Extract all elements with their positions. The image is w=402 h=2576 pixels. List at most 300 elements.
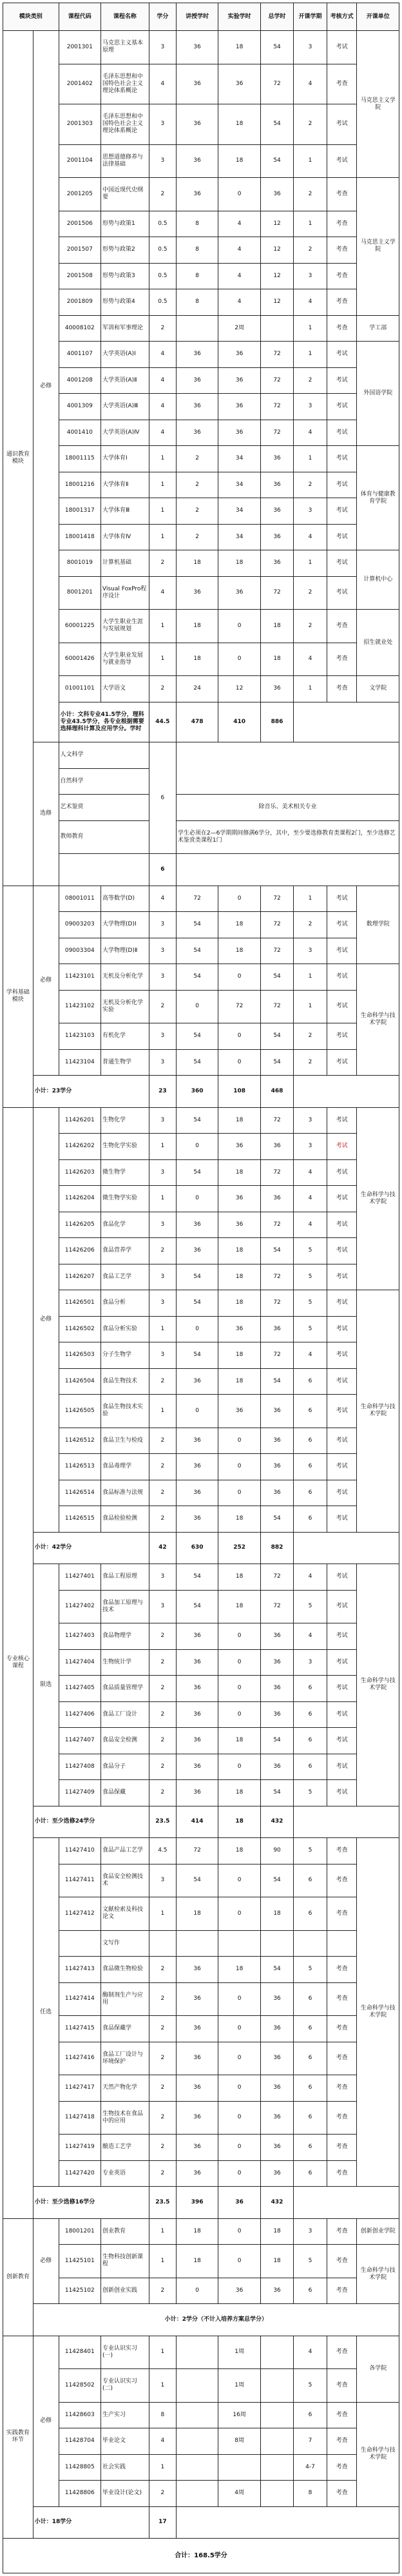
course-lecture-hours: 36 — [176, 1428, 218, 1454]
course-term: 3 — [294, 394, 327, 420]
course-lab-hours — [218, 2454, 260, 2481]
course-name: 大学物理(D)Ⅰ — [101, 912, 149, 938]
course-lab-hours: 18 — [218, 104, 260, 145]
course-exam: 考查 — [327, 237, 357, 264]
course-total-hours: 36 — [260, 1428, 293, 1454]
course-exam: 考试 — [327, 1316, 357, 1342]
course-total-hours: 72 — [260, 990, 293, 1023]
course-code: 11423103 — [59, 1023, 100, 1050]
header-module: 模块类别 — [3, 3, 59, 31]
course-lab-hours: 0 — [218, 964, 260, 991]
table-row — [3, 1728, 399, 1754]
course-term: 6 — [294, 1506, 327, 1533]
course-term: 4 — [294, 1212, 327, 1238]
course-lecture-hours: 36 — [176, 1676, 218, 1702]
course-total-hours: 36 — [260, 2135, 293, 2161]
course-credit: 1 — [149, 1134, 176, 1160]
course-lab-hours: 0 — [218, 2218, 260, 2245]
table-row — [3, 2402, 399, 2428]
course-code: 11427402 — [59, 1590, 100, 1623]
course-total-hours: 36 — [260, 1676, 293, 1702]
course-lecture-hours: 0 — [176, 1134, 218, 1160]
course-term: 6 — [294, 1454, 327, 1480]
course-exam: 考试 — [327, 1428, 357, 1454]
course-lab-hours: 0 — [218, 1023, 260, 1050]
course-code: 11425101 — [59, 2245, 100, 2278]
course-lecture-hours: 0 — [176, 1395, 218, 1428]
course-lecture-hours — [176, 2369, 218, 2403]
course-total-hours — [260, 2369, 293, 2403]
course-lab-hours: 4 — [218, 211, 260, 237]
course-lecture-hours: 54 — [176, 938, 218, 964]
course-lecture-hours: 18 — [176, 643, 218, 676]
subtotal-blank — [294, 702, 399, 742]
course-credit: 1 — [149, 524, 176, 550]
course-lab-hours: 34 — [218, 498, 260, 525]
course-term: 6 — [294, 2160, 327, 2187]
course-name: 食品工厂设计与环境保护 — [101, 2042, 149, 2075]
course-name: 毕业设计(论文) — [101, 2481, 149, 2507]
course-term: 1 — [294, 990, 327, 1023]
course-lab-hours: 0 — [218, 610, 260, 643]
course-lab-hours: 36 — [218, 576, 260, 610]
group-xueke: 必修 — [33, 886, 59, 1076]
course-lab-hours: 0 — [218, 1754, 260, 1780]
module-tongshi: 通识教育模块 — [3, 31, 34, 886]
course-lecture-hours: 0 — [176, 990, 218, 1023]
course-term: 1 — [294, 886, 327, 912]
table-row — [3, 1238, 399, 1264]
course-term: 6 — [294, 2101, 327, 2135]
course-total-hours: 72 — [260, 1159, 293, 1186]
course-lecture-hours: 0 — [176, 2278, 218, 2304]
course-code: 08001011 — [59, 886, 100, 912]
header-name: 课程名称 — [101, 3, 149, 31]
course-lecture-hours: 18 — [176, 2218, 218, 2245]
course-total-hours — [260, 315, 293, 342]
course-credit: 3 — [149, 1590, 176, 1623]
course-code: 11427411 — [59, 1864, 100, 1897]
course-total-hours: 36 — [260, 2278, 293, 2304]
course-term: 1 — [294, 211, 327, 237]
course-term: 4 — [294, 64, 327, 104]
course-exam: 考试 — [327, 550, 357, 577]
course-term: 1 — [294, 964, 327, 991]
course-code: 2001303 — [59, 104, 100, 145]
table-row — [3, 886, 399, 912]
course-term: 2 — [294, 367, 327, 394]
course-lecture-hours: 36 — [176, 1780, 218, 1806]
course-credit: 2 — [149, 2278, 176, 2304]
table-row — [3, 2454, 399, 2481]
subtotal-label: 小计：23学分 — [33, 1076, 149, 1108]
course-term: 3 — [294, 498, 327, 525]
course-credit: 4 — [149, 576, 176, 610]
course-exam: 考试 — [327, 1676, 357, 1702]
course-exam: 考试 — [327, 1564, 357, 1591]
elective-subtotal-credit: 6 — [149, 854, 176, 886]
course-exam: 考试 — [327, 1754, 357, 1780]
course-term: 2 — [294, 912, 327, 938]
course-name: 大学生职业发展与就业指导 — [101, 643, 149, 676]
table-row — [3, 912, 399, 938]
course-term: 6 — [294, 1728, 327, 1754]
course-credit: 4 — [149, 367, 176, 394]
course-name: 中国近现代史纲要 — [101, 178, 149, 211]
course-code: 11428704 — [59, 2428, 100, 2455]
course-exam: 考查 — [327, 64, 357, 104]
course-code: 11427418 — [59, 2101, 100, 2135]
course-term: 1 — [294, 315, 327, 342]
course-unit: 马克思主义学院 — [357, 178, 399, 316]
course-credit: 3 — [149, 144, 176, 178]
course-total-hours: 18 — [260, 2245, 293, 2278]
course-exam: 考试 — [327, 472, 357, 498]
course-name: 分子生物学 — [101, 1342, 149, 1369]
course-name: 酶制剂生产与应用 — [101, 1982, 149, 2016]
course-lab-hours: 0 — [218, 178, 260, 211]
course-exam: 考查 — [327, 1864, 357, 1897]
course-term: 4 — [294, 1342, 327, 1369]
course-term — [294, 1930, 327, 1957]
subtotal-lab: 108 — [218, 1076, 260, 1108]
course-lecture-hours: 36 — [176, 2101, 218, 2135]
table-row — [3, 550, 399, 577]
course-name: 专业认识实习(一) — [101, 2336, 149, 2369]
course-lecture-hours: 36 — [176, 2016, 218, 2042]
course-credit: 4 — [149, 64, 176, 104]
course-term: 5 — [294, 1238, 327, 1264]
course-name: 食品生物技术 — [101, 1368, 149, 1395]
course-total-hours: 18 — [260, 1897, 293, 1931]
elective-category: 教师教育 — [59, 820, 149, 854]
table-row — [3, 1316, 399, 1342]
course-credit: 2 — [149, 1238, 176, 1264]
course-name: 食品化学 — [101, 1212, 149, 1238]
course-name: 大学英语(A)Ⅱ — [101, 367, 149, 394]
course-lab-hours: 16周 — [218, 2402, 260, 2428]
course-code: 8001019 — [59, 550, 100, 577]
course-total-hours: 36 — [260, 446, 293, 472]
course-name: 无机及分析化学实验 — [101, 990, 149, 1023]
course-credit: 0.5 — [149, 237, 176, 264]
course-name: 食品微生物检验 — [101, 1957, 149, 1983]
elective-note-art: 除音乐、美术相关专业 — [176, 795, 399, 821]
course-credit: 3 — [149, 912, 176, 938]
course-code: 11426203 — [59, 1159, 100, 1186]
course-name: 生物化学 — [101, 1107, 149, 1134]
curriculum-table — [3, 3, 399, 2573]
course-total-hours: 54 — [260, 1864, 293, 1897]
course-name: 生产实习 — [101, 2402, 149, 2428]
course-name: 食品营养学 — [101, 1238, 149, 1264]
course-name: 生物化学实验 — [101, 1134, 149, 1160]
course-lecture-hours: 18 — [176, 610, 218, 643]
course-exam: 考试 — [327, 1342, 357, 1369]
table-row — [3, 1649, 399, 1676]
course-lab-hours: 18 — [218, 938, 260, 964]
course-code: 2001809 — [59, 289, 100, 316]
course-exam: 考试 — [327, 1701, 357, 1728]
course-lab-hours: 0 — [218, 2075, 260, 2102]
course-term: 5 — [294, 2369, 327, 2403]
course-name: 文献检索及科技论文 — [101, 1897, 149, 1931]
course-name: 毕业论文 — [101, 2428, 149, 2455]
elective-note-teacher: 学生必须在2—6学期期间修满6学分，其中，至少要选修教育类课程2门，至少选修艺术鉴赏类课程1门 — [176, 820, 399, 854]
course-credit: 2 — [149, 990, 176, 1023]
course-exam: 考查 — [327, 2369, 357, 2403]
course-name: 食品加工原理与技术 — [101, 1590, 149, 1623]
course-name: 食品标准与法规 — [101, 1480, 149, 1506]
course-exam: 考试 — [327, 1212, 357, 1238]
course-lecture-hours: 36 — [176, 1649, 218, 1676]
course-term: 2 — [294, 576, 327, 610]
table-row — [3, 342, 399, 368]
course-lecture-hours: 54 — [176, 1590, 218, 1623]
course-total-hours: 36 — [260, 2160, 293, 2187]
header-lab: 实验学时 — [218, 3, 260, 31]
table-row — [3, 2428, 399, 2455]
course-credit: 2 — [149, 1728, 176, 1754]
course-code: 11428401 — [59, 2336, 100, 2369]
course-credit: 3 — [149, 1864, 176, 1897]
course-code: 11426501 — [59, 1290, 100, 1317]
course-lecture-hours: 54 — [176, 1023, 218, 1050]
course-term: 6 — [294, 1701, 327, 1728]
course-name: 大学体育Ⅰ — [101, 446, 149, 472]
subtotal-total: 882 — [260, 1532, 293, 1564]
course-exam: 考试 — [327, 1159, 357, 1186]
course-name: 生物统计学 — [101, 1649, 149, 1676]
table-row — [3, 2481, 399, 2507]
course-lecture-hours: 36 — [176, 2075, 218, 2102]
course-lecture-hours: 36 — [176, 1480, 218, 1506]
course-total-hours — [260, 1930, 293, 1957]
table-row — [3, 472, 399, 498]
course-exam: 考试 — [327, 144, 357, 178]
course-exam: 考查 — [327, 2402, 357, 2428]
course-code: 11428805 — [59, 2454, 100, 2481]
course-exam: 考查 — [327, 211, 357, 237]
course-code: 11426205 — [59, 1212, 100, 1238]
table-row — [3, 1676, 399, 1702]
course-lab-hours: 0 — [218, 1649, 260, 1676]
course-lab-hours: 18 — [218, 1564, 260, 1591]
course-code: 18001201 — [59, 2218, 100, 2245]
course-lab-hours: 18 — [218, 1590, 260, 1623]
course-lecture-hours: 36 — [176, 342, 218, 368]
course-credit: 4.5 — [149, 1838, 176, 1864]
table-body — [3, 31, 399, 2573]
table-row — [3, 420, 399, 446]
table-row — [3, 2016, 399, 2042]
course-lecture-hours: 2 — [176, 446, 218, 472]
course-code: 18001115 — [59, 446, 100, 472]
course-name: 无机及分析化学 — [101, 964, 149, 991]
course-term: 8 — [294, 2481, 327, 2507]
course-code: 11426207 — [59, 1264, 100, 1290]
course-lab-hours: 18 — [218, 1957, 260, 1983]
course-code: 11427410 — [59, 1838, 100, 1864]
course-exam: 考试 — [327, 1290, 357, 1317]
course-code: 11423101 — [59, 964, 100, 991]
subtotal-lab: 36 — [218, 2187, 260, 2219]
course-credit: 4 — [149, 394, 176, 420]
course-lecture-hours — [176, 2336, 218, 2369]
course-credit — [149, 1930, 176, 1957]
course-lab-hours: 34 — [218, 472, 260, 498]
course-lab-hours: 18 — [218, 1342, 260, 1369]
course-lab-hours: 0 — [218, 1454, 260, 1480]
course-total-hours: 54 — [260, 31, 293, 64]
course-term: 4 — [294, 1186, 327, 1212]
course-name: 食品质量管理学 — [101, 1676, 149, 1702]
course-exam: 考查 — [327, 1838, 357, 1864]
table-row — [3, 1342, 399, 1369]
course-exam: 考试 — [327, 1238, 357, 1264]
course-lab-hours: 0 — [218, 2245, 260, 2278]
header-code: 课程代码 — [59, 3, 100, 31]
course-total-hours: 36 — [260, 1982, 293, 2016]
course-lecture-hours — [176, 2454, 218, 2481]
course-code: 11427412 — [59, 1897, 100, 1931]
course-term: 6 — [294, 1754, 327, 1780]
table-row — [3, 610, 399, 643]
subtotal-row — [3, 2304, 399, 2336]
elective-row — [3, 742, 399, 769]
course-credit: 2 — [149, 2075, 176, 2102]
course-exam: 考试 — [327, 367, 357, 394]
course-credit: 2 — [149, 550, 176, 577]
course-total-hours: 36 — [260, 1316, 293, 1342]
course-total-hours — [260, 2454, 293, 2481]
course-exam: 考试 — [327, 1134, 357, 1160]
course-unit: 各学院 — [357, 2336, 399, 2402]
course-code: 11427415 — [59, 2016, 100, 2042]
course-total-hours: 36 — [260, 498, 293, 525]
table-row — [3, 1930, 399, 1957]
course-credit: 0.5 — [149, 211, 176, 237]
elective-category: 自然科学 — [59, 768, 149, 795]
group-elective: 选修 — [33, 742, 59, 886]
course-exam: 考试 — [327, 1590, 357, 1623]
subtotal-lab: 18 — [218, 1806, 260, 1838]
course-term: 5 — [294, 1957, 327, 1983]
course-name: 大学体育Ⅳ — [101, 524, 149, 550]
course-lecture-hours: 0 — [176, 1186, 218, 1212]
subtotal-blank — [294, 2187, 399, 2219]
course-name: 高等数学(D) — [101, 886, 149, 912]
course-total-hours: 72 — [260, 1264, 293, 1290]
subtotal-blank — [294, 1532, 399, 1564]
course-credit: 1 — [149, 446, 176, 472]
course-code: 11426512 — [59, 1428, 100, 1454]
course-name: 食品生物技术实验 — [101, 1395, 149, 1428]
course-exam: 考试 — [327, 1186, 357, 1212]
course-total-hours: 36 — [260, 1186, 293, 1212]
course-code: 2001301 — [59, 31, 100, 64]
course-code: 11427419 — [59, 2135, 100, 2161]
course-total-hours: 72 — [260, 1564, 293, 1591]
course-total-hours — [260, 2336, 293, 2369]
course-credit: 2 — [149, 178, 176, 211]
course-code: 11427405 — [59, 1676, 100, 1702]
course-exam: 考查 — [327, 2101, 357, 2135]
course-lab-hours: 0 — [218, 2135, 260, 2161]
course-lecture-hours: 0 — [176, 1316, 218, 1342]
course-name: 食品保藏 — [101, 1780, 149, 1806]
course-exam: 考试 — [327, 1454, 357, 1480]
course-total-hours: 36 — [260, 1454, 293, 1480]
subtotal-credit: 23.5 — [149, 2187, 176, 2219]
course-credit: 2 — [149, 1623, 176, 1650]
course-exam: 考试 — [327, 104, 357, 145]
course-code: 11427407 — [59, 1728, 100, 1754]
course-name: 天然产物化学 — [101, 2075, 149, 2102]
course-unit: 外国语学院 — [357, 342, 399, 446]
course-total-hours: 72 — [260, 1342, 293, 1369]
course-unit: 生命科学与技术学院 — [357, 1290, 399, 1533]
course-term: 7 — [294, 2428, 327, 2455]
course-total-hours: 54 — [260, 1023, 293, 1050]
course-name: 有机化学 — [101, 1023, 149, 1050]
table-row — [3, 1186, 399, 1212]
course-lab-hours: 1周 — [218, 2369, 260, 2403]
subtotal-lecture: 360 — [176, 1076, 218, 1108]
course-credit: 2 — [149, 1454, 176, 1480]
course-lecture-hours: 36 — [176, 367, 218, 394]
course-unit: 马克思主义学院 — [357, 31, 399, 178]
course-term: 1 — [294, 676, 327, 702]
course-exam: 考试 — [327, 1023, 357, 1050]
course-unit: 学工部 — [357, 315, 399, 342]
table-row — [3, 1623, 399, 1650]
course-lecture-hours: 24 — [176, 676, 218, 702]
course-lecture-hours — [176, 2481, 218, 2507]
table-row — [3, 144, 399, 178]
course-term: 6 — [294, 2016, 327, 2042]
subtotal-row — [3, 1806, 399, 1838]
course-total-hours: 36 — [260, 178, 293, 211]
subtotal-lecture: 414 — [176, 1806, 218, 1838]
course-name: 微生物学实验 — [101, 1186, 149, 1212]
course-lab-hours: 0 — [218, 886, 260, 912]
course-unit: 生命科学与技术学院 — [357, 2245, 399, 2304]
course-lab-hours: 0 — [218, 2016, 260, 2042]
course-credit: 0.5 — [149, 289, 176, 316]
course-lab-hours: 18 — [218, 550, 260, 577]
module-chuangxin: 创新教育 — [3, 2218, 34, 2336]
course-code: 11427406 — [59, 1701, 100, 1728]
course-term: 5 — [294, 1590, 327, 1623]
course-name: 食品检验检测 — [101, 1506, 149, 1533]
course-lab-hours: 18 — [218, 1368, 260, 1395]
course-name: 大学体育Ⅱ — [101, 472, 149, 498]
course-credit: 1 — [149, 2336, 176, 2369]
course-lab-hours: 0 — [218, 1897, 260, 1931]
course-lecture-hours: 36 — [176, 420, 218, 446]
course-lecture-hours: 36 — [176, 1238, 218, 1264]
course-term: 5 — [294, 1264, 327, 1290]
course-lecture-hours: 36 — [176, 104, 218, 145]
course-lecture-hours: 36 — [176, 1454, 218, 1480]
course-lab-hours: 36 — [218, 2278, 260, 2304]
course-lab-hours: 0 — [218, 1676, 260, 1702]
table-row — [3, 1454, 399, 1480]
course-total-hours: 36 — [260, 2101, 293, 2135]
course-code: 11427404 — [59, 1649, 100, 1676]
course-lab-hours: 18 — [218, 1838, 260, 1864]
